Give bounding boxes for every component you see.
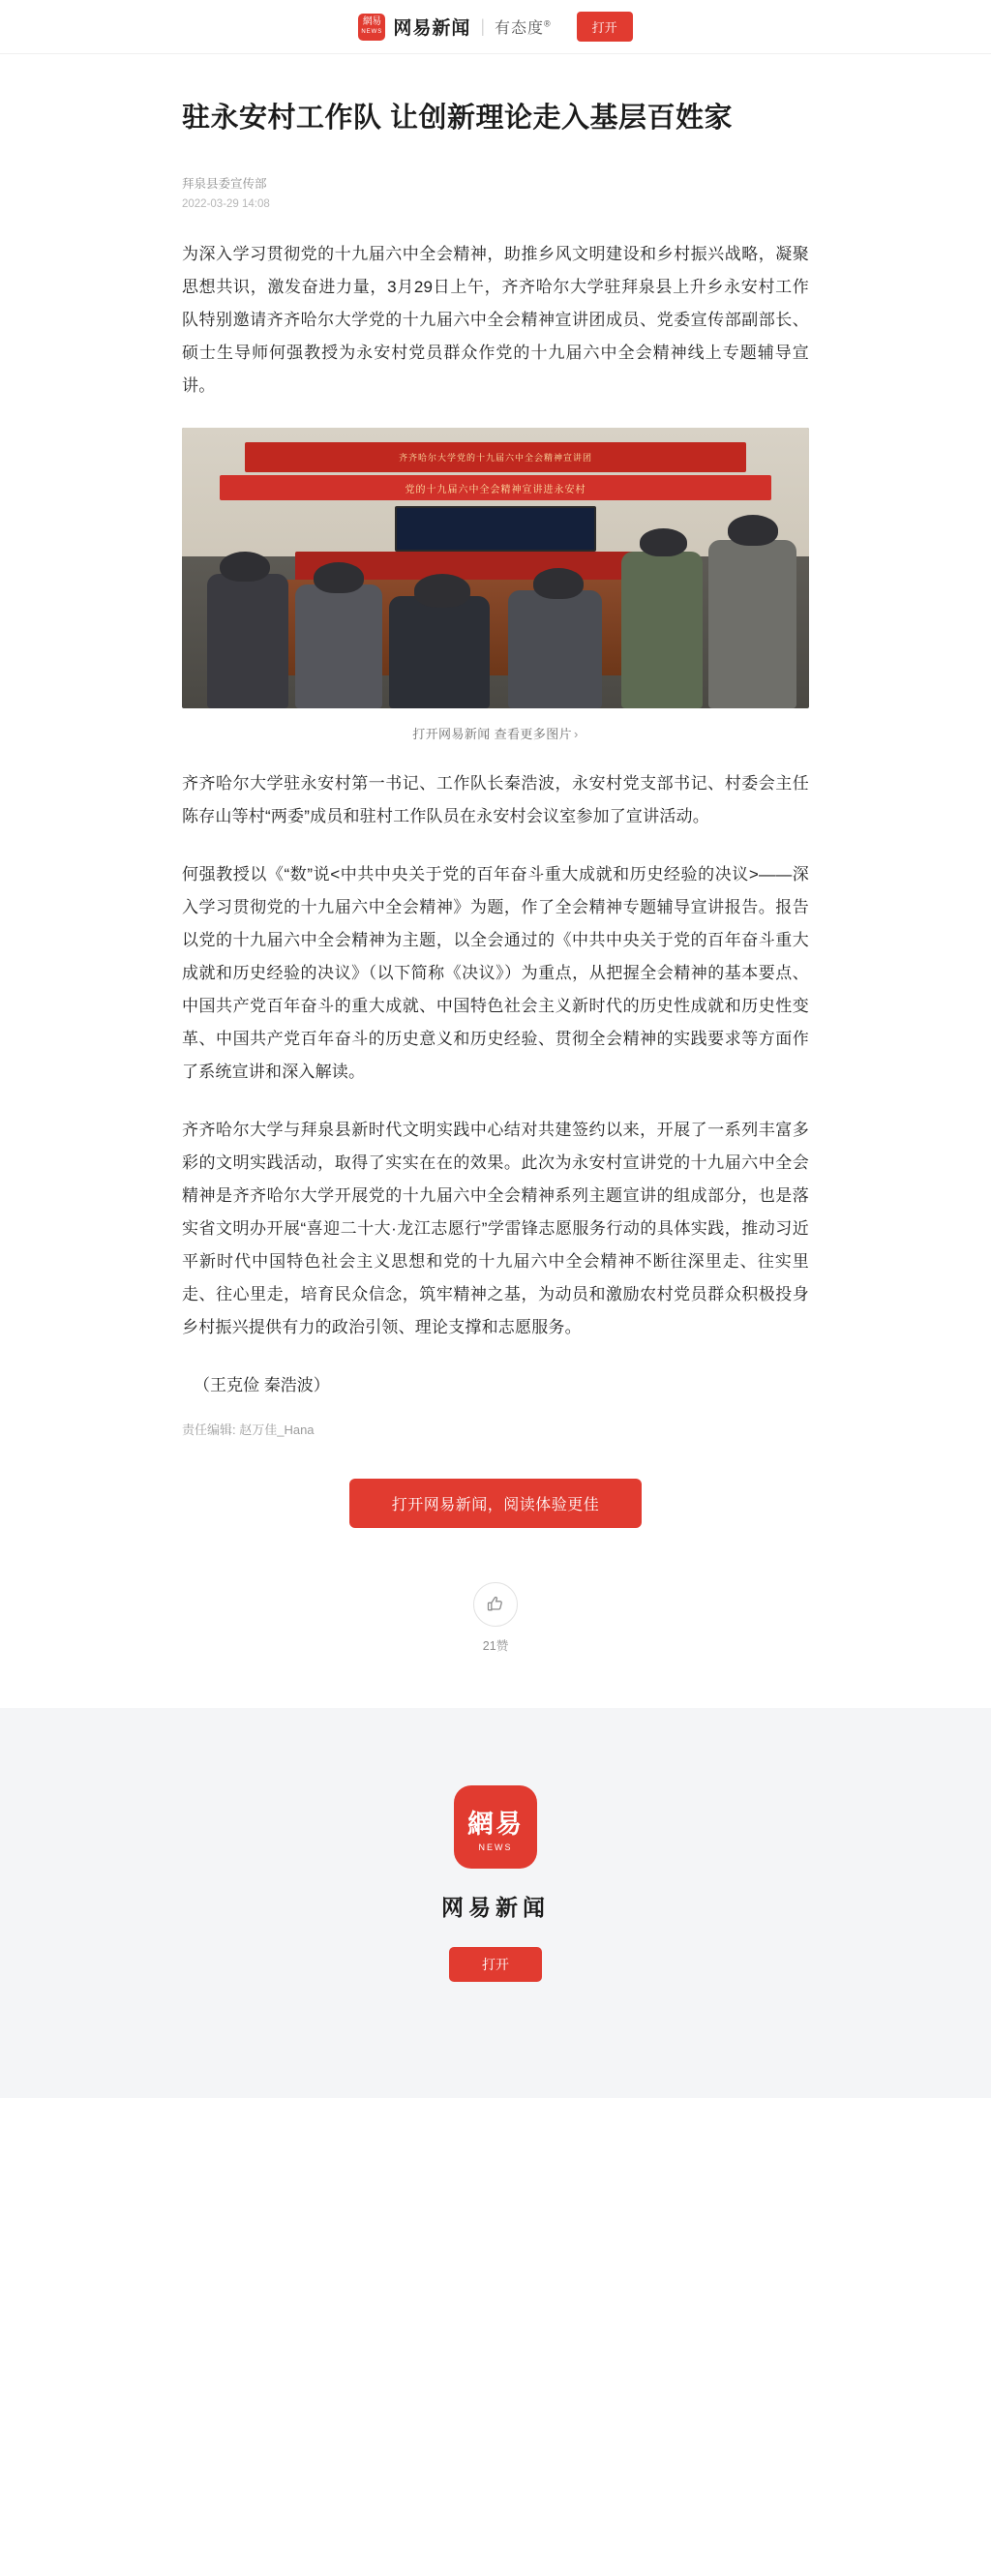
paragraph: 何强教授以《“数”说<中共中央关于党的百年奋斗重大成就和历史经验的决议>——深入学习贯彻党的十九届六中全会精神》为题，作了全会精神专题辅导宣讲报告。报告以党的十九届六中全会精神为主题，以全会通过的《中共中央关于党的百年奋斗重大成就和历史经验的决议》（以下简称《决议》）为重点，从把握全会精神的基本要点、中国共产党百年奋斗的重大成就、中国特色社会主义新时代的历史性成就和历史性变革、中国共产党百年奋斗的历史意义和历史经验、贯彻全会精神的实践要求等方面作了系统宣讲和深入解读。 xyxy=(182,865,809,1081)
brand-slogan-sup: ® xyxy=(544,18,552,29)
article-figure xyxy=(182,428,809,742)
open-app-cta-button[interactable]: 打开网易新闻，阅读体验更佳 xyxy=(349,1479,643,1528)
cta-container xyxy=(182,1479,809,1528)
photo-projection-screen xyxy=(395,506,595,551)
article-byline: （王克俭 秦浩波） xyxy=(194,1376,330,1394)
photo-person-body xyxy=(295,584,383,708)
open-app-button-top[interactable]: 打开 xyxy=(577,12,633,42)
like-container xyxy=(182,1582,809,1654)
like-count: 21赞 xyxy=(482,1639,509,1653)
photo-person-body xyxy=(621,552,703,708)
footer-app-name: 网易新闻 xyxy=(441,1895,550,1920)
figure-caption-text: 打开网易新闻 查看更多图片 xyxy=(412,727,573,741)
top-bar xyxy=(0,0,991,54)
photo-person-head xyxy=(220,552,270,583)
photo-person-head xyxy=(314,562,364,593)
article-body xyxy=(182,238,809,1438)
open-app-button-footer[interactable]: 打开 xyxy=(449,1947,542,1982)
thumbs-up-icon xyxy=(486,1595,505,1614)
netease-app-logo-icon xyxy=(454,1785,537,1869)
photo-banner-main: 党的十九届六中全会精神宣讲进永安村 xyxy=(220,475,771,500)
page-title: 驻永安村工作队 让创新理论走入基层百姓家 xyxy=(182,103,734,134)
paragraph: 为深入学习贯彻党的十九届六中全会精神，助推乡风文明建设和乡村振兴战略，凝聚思想共识，激发奋进力量，3月29日上午，齐齐哈尔大学驻拜泉县上升乡永安村工作队特别邀请齐齐哈尔大学党的十九届六中全会精神宣讲团成员、党委宣传部副部长、硕士生导师何强教授为永安村党员群众作党的十九届六中全会精神线上专题辅导宣讲。 xyxy=(182,245,809,395)
article-meta xyxy=(182,174,809,213)
brand-group xyxy=(358,14,551,41)
footer-logo-main: 網易 xyxy=(467,1809,524,1839)
article-photo[interactable] xyxy=(182,428,809,708)
netease-logo-icon xyxy=(358,14,385,41)
paragraph: 齐齐哈尔大学与拜泉县新时代文明实践中心结对共建签约以来，开展了一系列丰富多彩的文明实践活动，取得了实实在在的效果。此次为永安村宣讲党的十九届六中全会精神是齐齐哈尔大学开展党的十九届六中全会精神系列主题宣讲的组成部分，也是落实省文明办开展“喜迎二十大·龙江志愿行”学雷锋志愿服务行动的具体实践，推动习近平新时代中国特色社会主义思想和党的十九届六中全会精神不断往深里走、往实里走、往心里走，培育民众信念，筑牢精神之基，为动员和激励农村党员群众积极投身乡村振兴提供有力的政治引领、理论支撑和志愿服务。 xyxy=(182,1121,809,1336)
article-timestamp: 2022-03-29 14:08 xyxy=(182,198,270,210)
logo-mark-line2: NEWS xyxy=(361,28,383,35)
article-source: 拜泉县委宣传部 xyxy=(182,177,267,191)
photo-person-body xyxy=(508,590,602,708)
footer xyxy=(0,1708,991,2098)
brand-slogan xyxy=(495,15,552,38)
photo-person-body xyxy=(389,596,490,708)
brand-slogan-text: 有态度 xyxy=(495,20,545,37)
figure-caption[interactable] xyxy=(182,724,809,742)
brand-name: 网易新闻 xyxy=(393,18,471,39)
photo-person-head xyxy=(640,528,687,556)
article xyxy=(0,54,991,1654)
photo-person-head xyxy=(728,515,778,546)
like-button[interactable] xyxy=(473,1582,518,1627)
photo-banner-top: 齐齐哈尔大学党的十九届六中全会精神宣讲团 xyxy=(245,442,746,473)
chevron-right-icon: › xyxy=(574,727,579,741)
photo-person-body xyxy=(708,540,796,708)
photo-person-head xyxy=(414,574,470,608)
photo-person-body xyxy=(207,574,288,708)
logo-mark-line1: 網易 xyxy=(362,15,381,27)
article-editor: 责任编辑: 赵万佳_Hana xyxy=(182,1423,315,1437)
paragraph: 齐齐哈尔大学驻永安村第一书记、工作队长秦浩波，永安村党支部书记、村委会主任陈存山等村“两委”成员和驻村工作队员在永安村会议室参加了宣讲活动。 xyxy=(182,774,809,825)
footer-logo-sub: NEWS xyxy=(478,1842,513,1852)
brand-separator: | xyxy=(480,16,486,36)
photo-person-head xyxy=(533,568,584,599)
